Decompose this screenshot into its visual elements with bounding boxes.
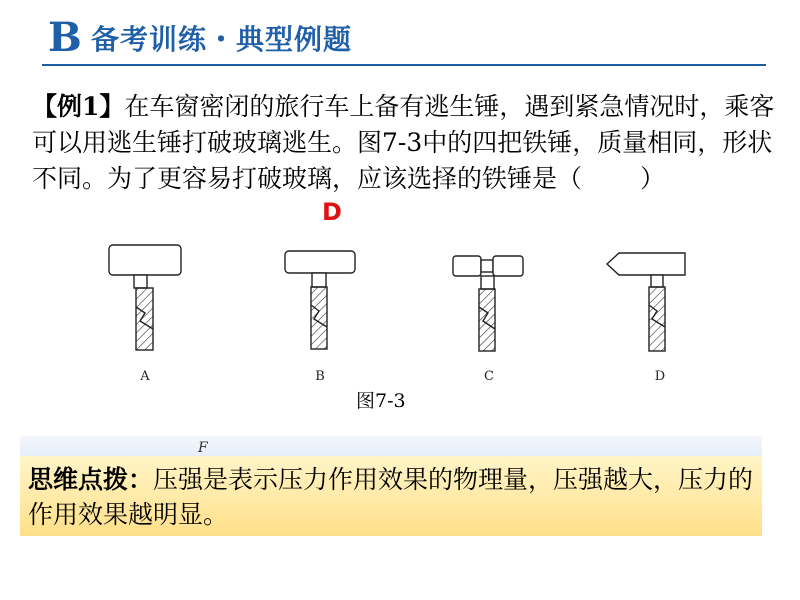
hammer-a-neck bbox=[134, 275, 147, 288]
hammer-b-neck bbox=[312, 273, 326, 287]
tip-band bbox=[20, 436, 762, 456]
tip-text: 压强是表示压力作用效果的物理量，压强越大，压力的作用效果越明显。 bbox=[28, 465, 754, 529]
hammers-figure bbox=[107, 243, 687, 388]
hammer-c-head-right bbox=[493, 256, 523, 276]
header-divider bbox=[42, 64, 766, 66]
section-title: 备考训练・典型例题 bbox=[91, 23, 353, 56]
answer-letter: D bbox=[322, 198, 342, 226]
hammer-a-handle bbox=[136, 288, 153, 350]
hammer-d-head bbox=[607, 253, 685, 275]
figure-caption: 图7-3 bbox=[356, 390, 406, 412]
question-text: 在车窗密闭的旅行车上备有逃生锤，遇到紧急情况时，乘客可以用逃生锤打破玻璃逃生。图7-3中的四把铁锤，质量相同，形状不同。为了更容易打破玻璃，应该选择的铁锤是（ bbox=[32, 92, 775, 193]
thinking-tip-box bbox=[20, 456, 762, 536]
hammer-c-handle bbox=[479, 289, 495, 351]
slide-header bbox=[0, 0, 800, 70]
option-label-a: A bbox=[140, 369, 150, 384]
option-label-d: D bbox=[654, 369, 666, 384]
option-label-c: C bbox=[484, 369, 494, 384]
hammer-b-head bbox=[285, 251, 355, 273]
hammer-c-head-left bbox=[453, 256, 481, 276]
hammer-b-handle bbox=[311, 287, 327, 349]
figure-background bbox=[107, 243, 687, 388]
example-question bbox=[32, 89, 792, 197]
hammer-c-neck bbox=[481, 276, 494, 289]
tip-band-symbol: F bbox=[198, 440, 208, 456]
hammer-a-head bbox=[109, 245, 181, 275]
tip-content bbox=[28, 462, 758, 532]
hammer-c-head-mid bbox=[481, 260, 493, 272]
section-letter: B bbox=[48, 14, 82, 61]
question-closing: ） bbox=[640, 164, 666, 193]
hammer-d-neck bbox=[651, 275, 663, 287]
option-label-b: B bbox=[315, 369, 325, 384]
example-tag: 【例1】 bbox=[32, 92, 125, 121]
tip-label: 思维点拨： bbox=[28, 465, 154, 494]
